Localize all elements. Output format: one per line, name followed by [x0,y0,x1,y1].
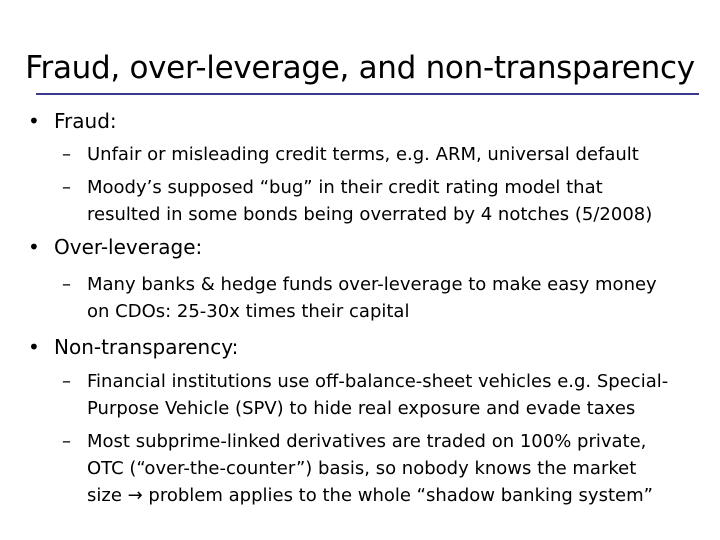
sub-item-over-leverage-1 [62,271,657,325]
sub-item-fraud-2 [62,174,652,228]
dash-marker: – [62,177,71,198]
bullet-heading-non-transparency: Non-transparency: [54,335,239,359]
bullet-dot: • [28,335,40,359]
sub-item-text: Most subprime-linked derivatives are traded on 100% private, OTC (“over-the-counter”) basis, so nobody knows the market size → problem applies to the whole “shadow banking system” [87,431,653,506]
sub-item-text: Unfair or misleading credit terms, e.g. ARM, universal default [87,144,639,165]
bullet-heading-fraud: Fraud: [54,109,117,133]
bullet-heading-over-leverage: Over-leverage: [54,235,203,259]
bullet-non-transparency [28,333,238,361]
sub-item-text: Financial institutions use off-balance-sheet vehicles e.g. Special- Purpose Vehicle (SPV) to hide real exposure and evade taxes [87,371,669,419]
dash-marker: – [62,274,71,295]
title-underline [36,93,699,95]
bullet-fraud [28,107,117,135]
sub-item-text: Many banks & hedge funds over-leverage to make easy money on CDOs: 25-30x times their capital [87,274,657,322]
bullet-dot: • [28,235,40,259]
sub-item-fraud-1 [62,141,639,168]
sub-item-non-transparency-2 [62,428,653,509]
slide-title: Fraud, over-leverage, and non-transparency [25,50,695,86]
dash-marker: – [62,371,71,392]
dash-marker: – [62,144,71,165]
sub-item-non-transparency-1 [62,368,668,422]
bullet-over-leverage [28,233,202,261]
bullet-dot: • [28,109,40,133]
dash-marker: – [62,431,71,452]
sub-item-text: Moody’s supposed “bug” in their credit rating model that resulted in some bonds being overrated by 4 notches (5/2008) [87,177,653,225]
